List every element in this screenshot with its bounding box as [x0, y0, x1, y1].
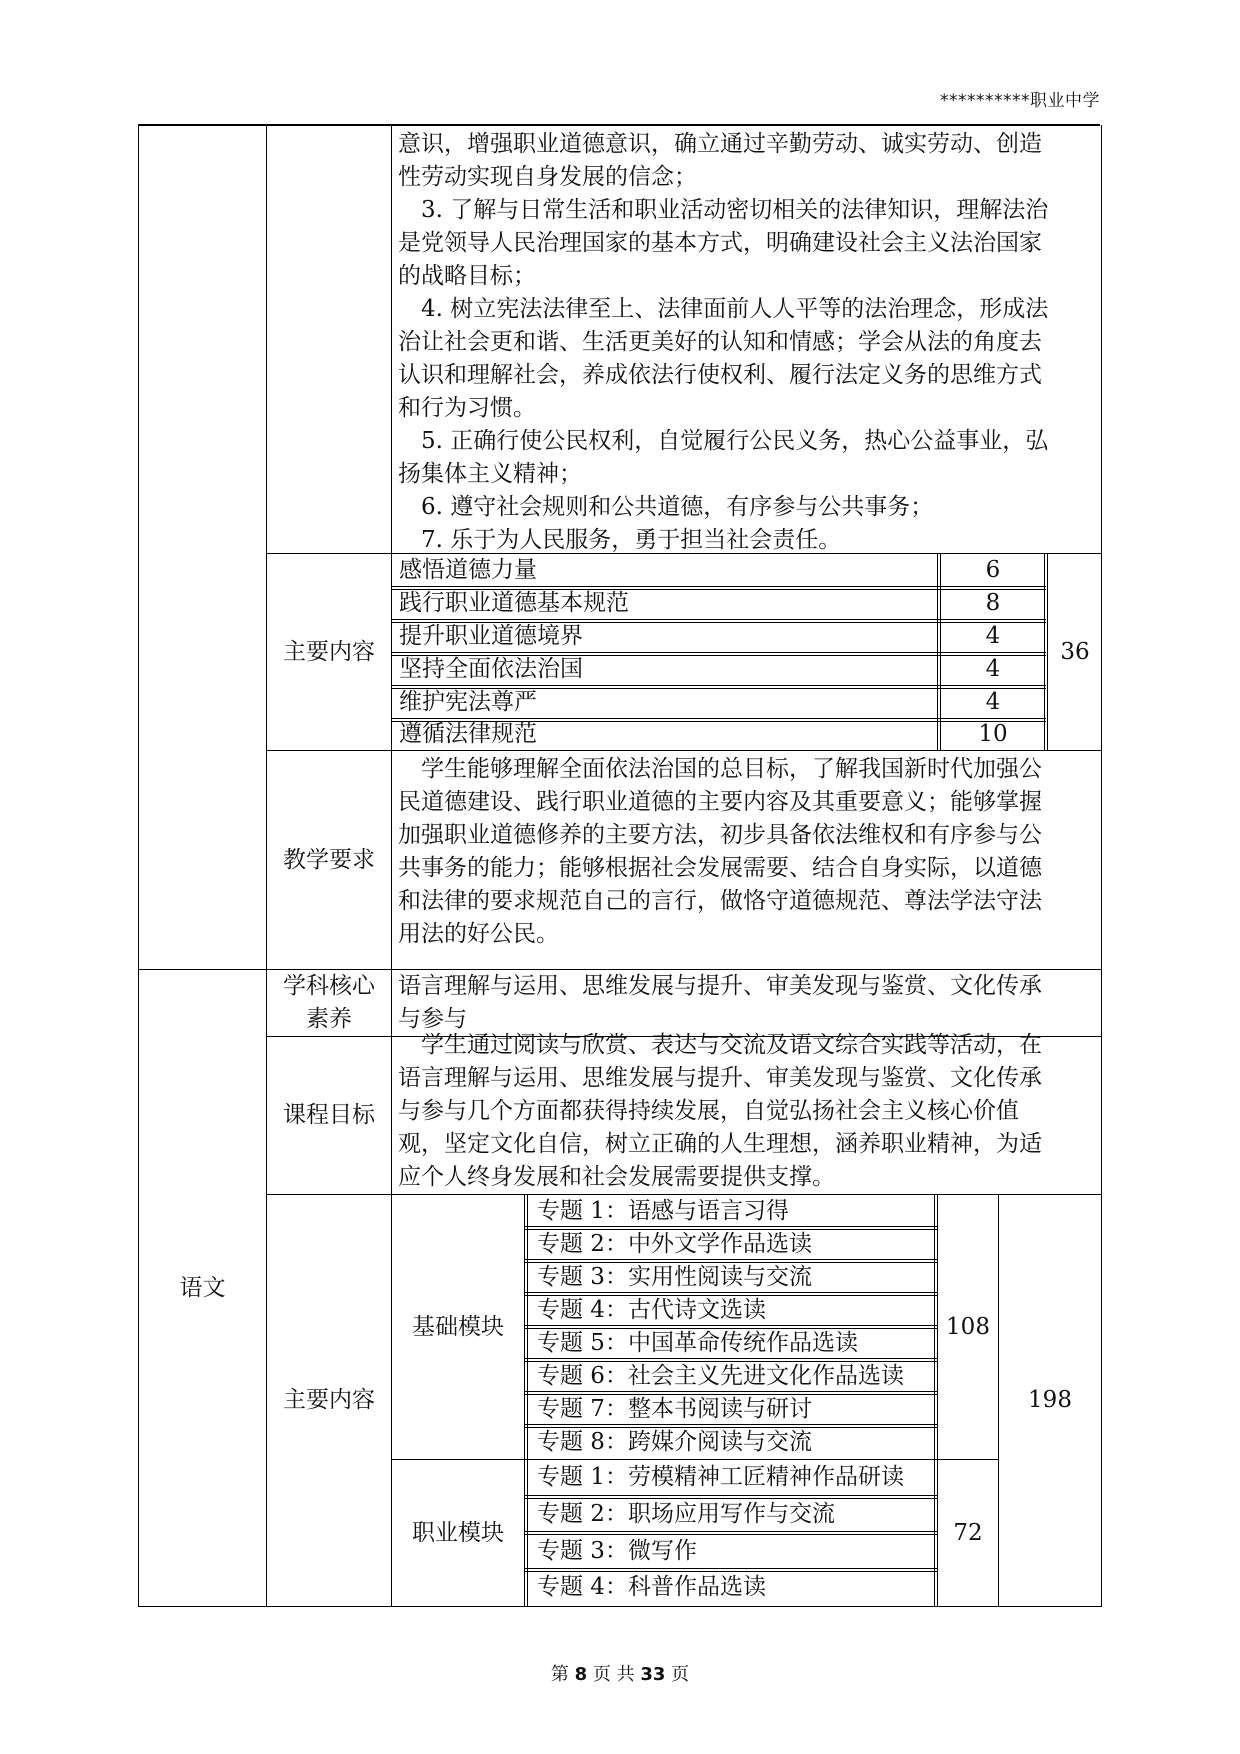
topic-cell: 感悟道德力量 [399, 557, 537, 583]
footer-mid: 页 共 [592, 1664, 635, 1685]
col-divider [1044, 554, 1048, 750]
table-border-right [1101, 125, 1102, 1607]
req-line: 用法的好公民。 [398, 921, 559, 947]
row-divider [525, 1259, 937, 1263]
footer-suffix: 页 [671, 1664, 690, 1685]
row-divider [525, 1325, 937, 1329]
req-line: 共事务的能力；能够根据社会发展需要、结合自身实际，以道德 [398, 855, 1042, 881]
row-divider [392, 586, 1046, 590]
chinese-content-label: 主要内容 [283, 1387, 375, 1413]
core-line: 与参与 [398, 1006, 467, 1032]
goal-line: 认识和理解社会，养成依法行使权利、履行法定义务的思维方式 [398, 362, 1042, 388]
course-goal-label: 课程目标 [283, 1102, 375, 1128]
topic-cell: 专题 1：语感与语言习得 [537, 1198, 789, 1224]
core-literacy-text [398, 970, 1098, 1036]
row-divider [392, 718, 1046, 722]
goals-text [398, 128, 1098, 557]
topic-cell: 遵循法律规范 [399, 721, 537, 747]
topic-cell: 专题 8：跨媒介阅读与交流 [537, 1429, 812, 1455]
course-goal-line: 语言理解与运用、思维发展与提升、审美发现与鉴赏、文化传承 [398, 1065, 1042, 1091]
current-page-number: 8 [574, 1664, 588, 1685]
goal-line: 5. 正确行使公民权利，自觉履行公民义务，热心公益事业，弘 [398, 428, 1049, 454]
col-divider [937, 554, 941, 750]
moral-total-hours: 36 [1060, 638, 1090, 665]
course-goal-line: 观，坚定文化自信，树立正确的人生理想，涵养职业精神，为适 [398, 1131, 1042, 1157]
goal-line: 性劳动实现自身发展的信念； [398, 164, 697, 190]
req-line: 学生能够理解全面依法治国的总目标，了解我国新时代加强公 [398, 756, 1042, 782]
teaching-req-label: 教学要求 [283, 846, 375, 873]
course-goal-text [398, 1029, 1098, 1194]
total-page-number: 33 [640, 1664, 666, 1685]
req-line: 民道德建设、践行职业道德的主要内容及其重要意义；能够掌握 [398, 789, 1042, 815]
topic-cell: 专题 3：微写作 [537, 1537, 697, 1564]
topic-cell: 专题 2：职场应用写作与交流 [537, 1500, 835, 1527]
row-divider [525, 1568, 937, 1572]
vocational-topics [525, 1460, 937, 1606]
row-divider [266, 750, 1102, 751]
vocational-module-label: 职业模块 [412, 1519, 504, 1546]
core-line: 语言理解与运用、思维发展与提升、审美发现与鉴赏、文化传承 [398, 973, 1042, 999]
page-footer [0, 1660, 1240, 1686]
row-divider [392, 685, 1046, 689]
hours-cell: 4 [985, 623, 1001, 649]
teaching-req-text [398, 753, 1098, 951]
course-goal-line: 学生通过阅读与欣赏、表达与交流及语文综合实践等活动，在 [398, 1032, 1042, 1058]
moral-content-grid [392, 554, 1101, 750]
basic-module-hours: 108 [946, 1313, 990, 1340]
goal-line: 是党领导人民治理国家的基本方式，明确建设社会主义法治国家 [398, 230, 1042, 256]
goal-line: 意识，增强职业道德意识，确立通过辛勤劳动、诚实劳动、创造 [398, 131, 1042, 157]
req-line: 加强职业道德修养的主要方法，初步具备依法维权和有序参与公 [398, 822, 1042, 848]
basic-module-label: 基础模块 [412, 1313, 504, 1340]
chinese-total-hours: 198 [1028, 1387, 1072, 1413]
row-divider [525, 1226, 937, 1230]
goal-line: 7. 乐于为人民服务，勇于担当社会责任。 [398, 527, 842, 553]
core-label-line: 学科核心 [283, 973, 375, 999]
goal-line: 治让社会更和谐、生活更美好的认知和情感；学会从法的角度去 [398, 329, 1042, 355]
req-line: 和法律的要求规范自己的言行，做恪守道德规范、尊法学法守法 [398, 888, 1042, 914]
subject-name-chinese: 语文 [179, 1274, 226, 1301]
row-divider [525, 1292, 937, 1296]
topic-cell: 专题 5：中国革命传统作品选读 [537, 1330, 858, 1356]
topic-cell: 提升职业道德境界 [399, 623, 583, 649]
footer-prefix: 第 [550, 1664, 569, 1685]
vocational-module-hours: 72 [953, 1519, 983, 1546]
goal-line: 6. 遵守社会规则和公共道德，有序参与公共事务； [398, 494, 934, 520]
row-divider [392, 619, 1046, 623]
goal-line: 扬集体主义精神； [398, 461, 582, 487]
topic-cell: 专题 7：整本书阅读与研讨 [537, 1396, 812, 1422]
topic-cell: 专题 4：古代诗文选读 [537, 1297, 766, 1323]
row-divider [525, 1424, 937, 1428]
course-goal-line: 与参与几个方面都获得持续发展，自觉弘扬社会主义核心价值 [398, 1098, 1019, 1124]
topic-cell: 专题 3：实用性阅读与交流 [537, 1264, 812, 1290]
hours-cell: 6 [985, 557, 1001, 583]
topic-cell: 专题 6：社会主义先进文化作品选读 [537, 1363, 904, 1389]
hours-cell: 4 [985, 656, 1001, 682]
topic-cell: 专题 1：劳模精神工匠精神作品研读 [537, 1463, 904, 1490]
basic-topics [525, 1195, 937, 1459]
course-goal-line: 应个人终身发展和社会发展需要提供支撑。 [398, 1164, 835, 1190]
row-divider [525, 1358, 937, 1362]
topic-cell: 专题 4：科普作品选读 [537, 1573, 766, 1600]
hours-cell: 8 [985, 590, 1001, 616]
core-label-line: 素养 [306, 1006, 352, 1032]
goal-line: 和行为习惯。 [398, 395, 536, 421]
goal-line: 的战略目标； [398, 263, 536, 289]
topic-cell: 专题 2：中外文学作品选读 [537, 1231, 812, 1257]
row-divider [392, 652, 1046, 656]
row-divider [525, 1495, 937, 1499]
page-header: **********职业中学 [940, 91, 1100, 111]
goal-line: 3. 了解与日常生活和职业活动密切相关的法律知识，理解法治 [398, 197, 1049, 223]
topic-cell: 维护宪法尊严 [399, 689, 537, 715]
topic-cell: 践行职业道德基本规范 [399, 590, 629, 616]
core-literacy-label [267, 970, 391, 1036]
moral-content-label: 主要内容 [283, 638, 375, 665]
row-divider [525, 1531, 937, 1535]
hours-cell: 4 [985, 689, 1001, 715]
row-divider [525, 1391, 937, 1395]
goal-line: 4. 树立宪法法律至上、法律面前人人平等的法治理念，形成法 [398, 296, 1049, 322]
hours-cell: 10 [978, 721, 1008, 747]
table-border-bottom [138, 1606, 1102, 1607]
topic-cell: 坚持全面依法治国 [399, 656, 583, 682]
header-rule [138, 124, 1100, 126]
